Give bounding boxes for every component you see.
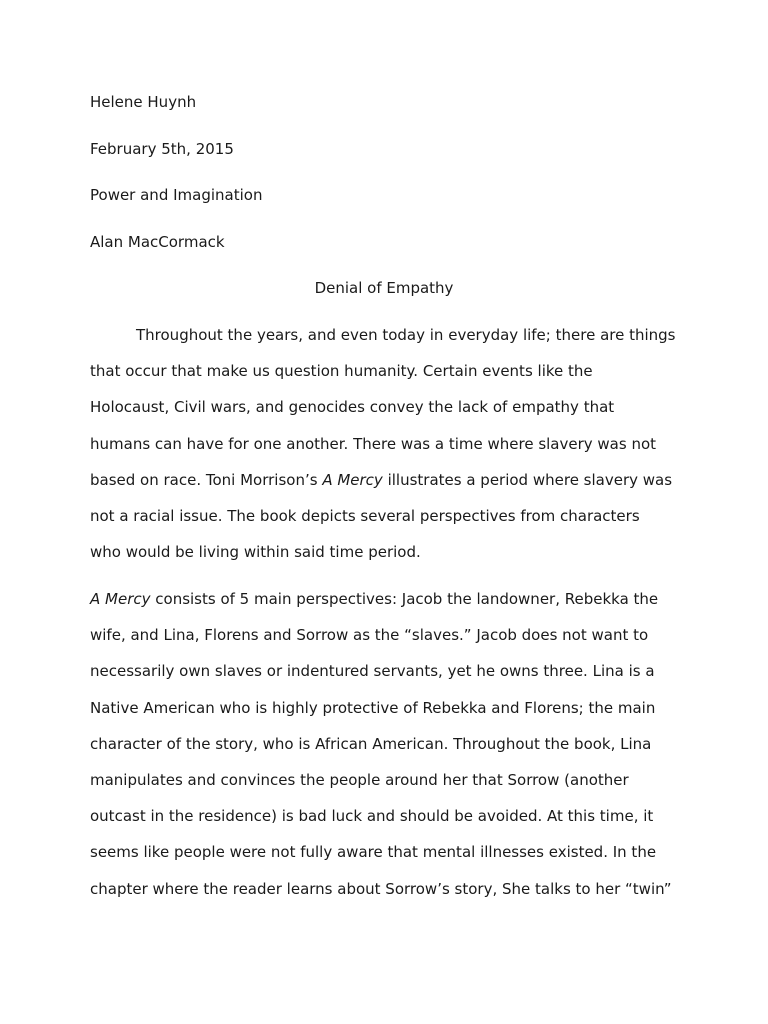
paragraph-line: that occur that make us question humanity. Certain events like the: [90, 362, 593, 381]
paragraph-line: character of the story, who is African American. Throughout the book, Lina: [90, 734, 652, 753]
paragraph-line: chapter where the reader learns about Sorrow’s story, She talks to her “twin”: [90, 879, 672, 898]
paragraph-line: outcast in the residence) is bad luck and should be avoided. At this time, it: [90, 807, 654, 826]
paragraph-line: Native American who is highly protective of Rebekka and Florens; the main: [90, 698, 656, 717]
author-name: Helene Huynh: [90, 93, 197, 111]
body-paragraph-2: [90, 589, 690, 915]
course-name: Power and Imagination: [90, 186, 263, 204]
essay-title: Denial of Empathy: [314, 279, 454, 297]
body-paragraph-1: [90, 325, 690, 578]
paragraph-line: necessarily own slaves or indentured servants, yet he owns three. Lina is a: [90, 662, 655, 681]
essay-date: February 5th, 2015: [90, 140, 234, 158]
text-run: based on race. Toni Morrison’s: [90, 470, 323, 489]
paragraph-line: wife, and Lina, Florens and Sorrow as the “slaves.” Jacob does not want to: [90, 626, 649, 645]
paragraph-line: humans can have for one another. There was a time where slavery was not: [90, 434, 657, 453]
book-title-italic: A Mercy: [90, 590, 151, 608]
paragraph-line: not a racial issue. The book depicts several perspectives from characters: [90, 506, 640, 525]
paragraph-line: [90, 470, 690, 506]
paragraph-line: seems like people were not fully aware that mental illnesses existed. In the: [90, 843, 657, 862]
paragraph-line: [90, 589, 690, 625]
book-title-italic: A Mercy: [322, 470, 383, 489]
paragraph-line: manipulates and convinces the people around her that Sorrow (another: [90, 770, 629, 789]
paragraph-line: who would be living within said time period.: [90, 543, 421, 562]
text-run: illustrates a period where slavery was: [382, 470, 673, 489]
paragraph-line: Holocaust, Civil wars, and genocides convey the lack of empathy that: [90, 398, 615, 417]
instructor-name: Alan MacCormack: [90, 233, 225, 251]
paragraph-line: Throughout the years, and even today in everyday life; there are things: [136, 326, 676, 344]
text-run: consists of 5 main perspectives: Jacob the landowner, Rebekka the: [150, 590, 659, 608]
